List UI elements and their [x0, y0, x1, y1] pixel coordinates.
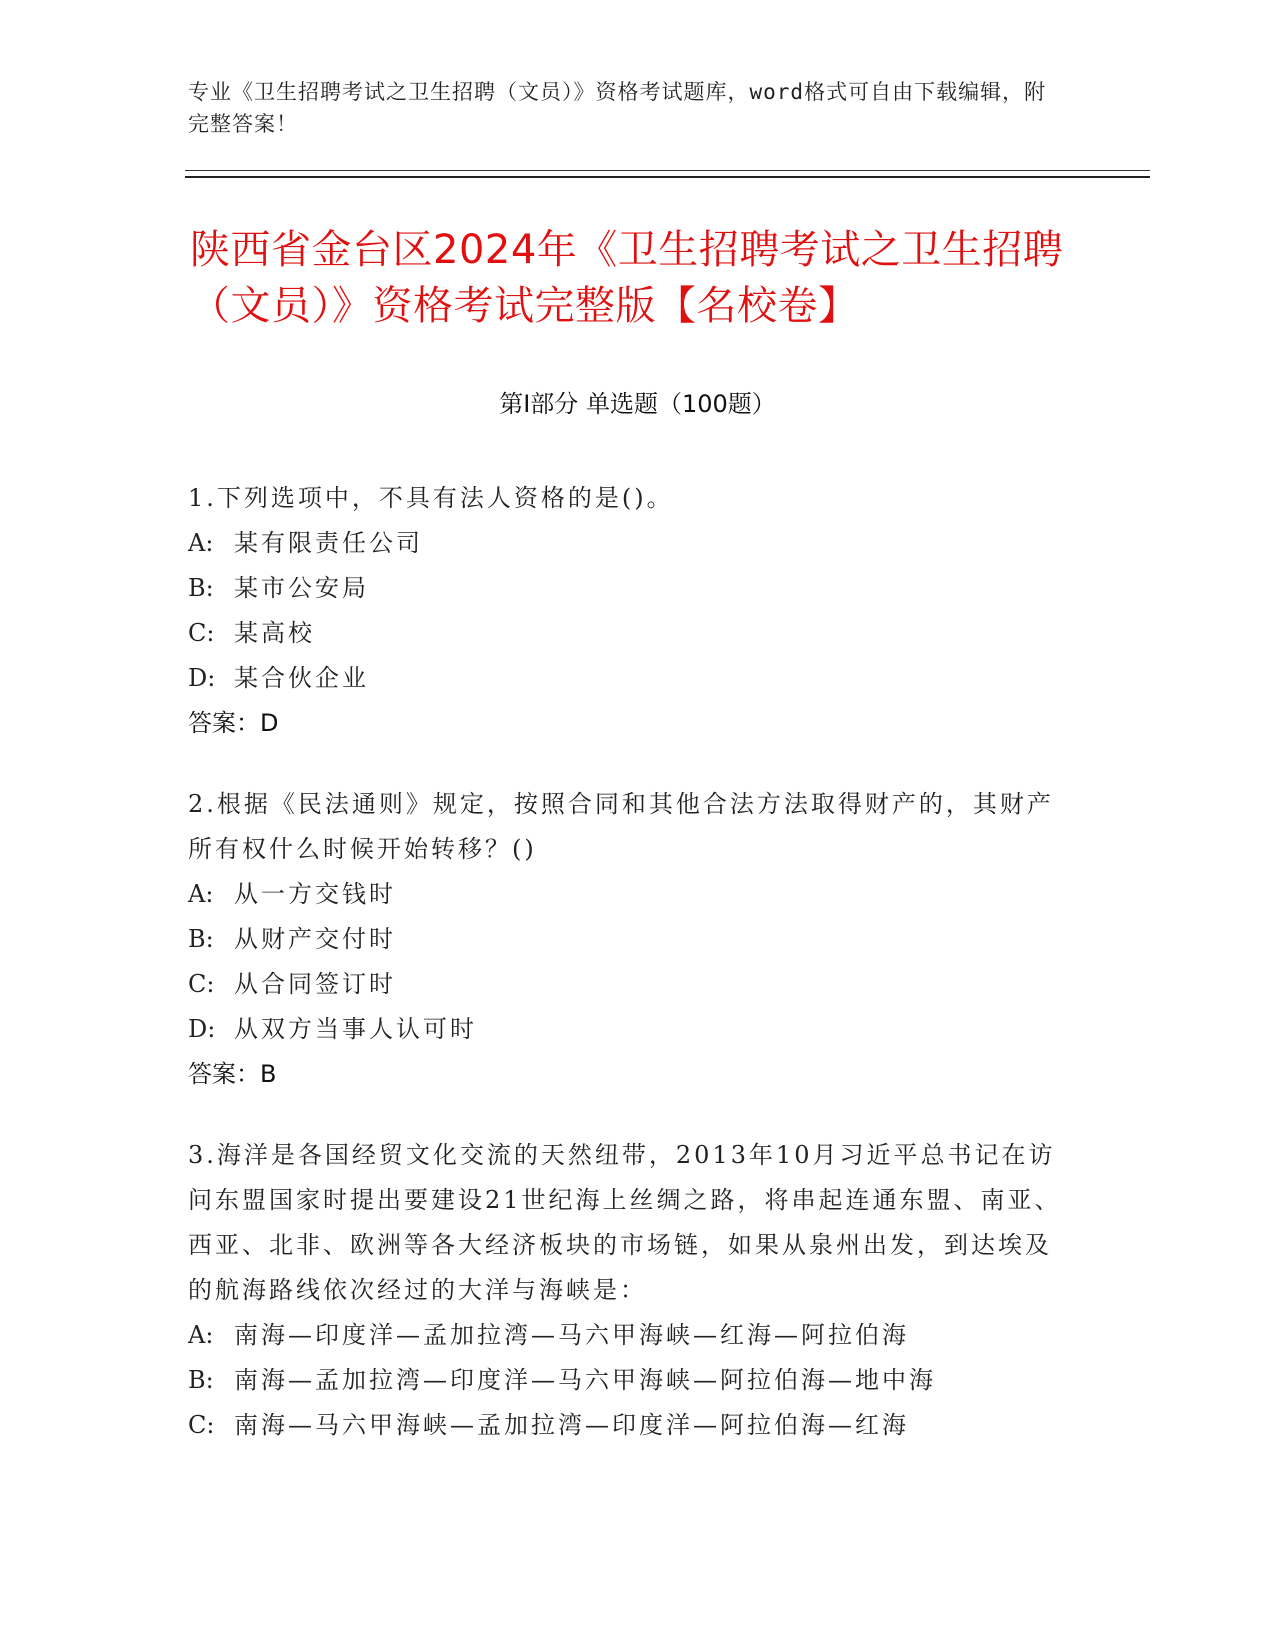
option-d — [188, 1007, 1078, 1052]
question-2 — [188, 782, 1078, 1097]
question-stem: 1.下列选项中，不具有法人资格的是()。 — [188, 484, 674, 512]
header-divider-thin — [185, 170, 1150, 171]
question-3 — [188, 1133, 1078, 1448]
option-letter: C: — [188, 619, 215, 647]
header-divider-thick — [185, 176, 1150, 178]
option-letter: B: — [188, 1366, 214, 1394]
option-b — [188, 566, 1078, 611]
option-a — [188, 1313, 1078, 1358]
option-text: 从双方当事人认可时 — [234, 1015, 477, 1043]
option-c — [188, 611, 1078, 656]
option-letter: B: — [188, 925, 214, 953]
option-d — [188, 656, 1078, 701]
option-a — [188, 872, 1078, 917]
question-stem: 3.海洋是各国经贸文化交流的天然纽带，2013年10月习近平总书记在访问东盟国家时提出要建设21世纪海上丝绸之路，将串起连通东盟、南亚、西亚、北非、欧洲等各大经济板块的市场链，如果从泉州出发，到达埃及的航海路线依次经过的大洋与海峡是： — [188, 1141, 1062, 1304]
option-text: 某高校 — [234, 619, 315, 647]
question-list — [188, 476, 1078, 1484]
option-letter: B: — [188, 574, 214, 602]
option-text: 从财产交付时 — [234, 925, 396, 953]
question-1 — [188, 476, 1078, 746]
option-letter: A: — [188, 529, 214, 557]
option-letter: C: — [188, 1411, 215, 1439]
option-letter: D: — [188, 664, 216, 692]
option-a — [188, 521, 1078, 566]
option-text: 某合伙企业 — [234, 664, 369, 692]
option-text: 南海—孟加拉湾—印度洋—马六甲海峡—阿拉伯海—地中海 — [234, 1366, 936, 1394]
answer-line: 答案：B — [188, 1060, 277, 1088]
option-text: 从合同签订时 — [234, 970, 396, 998]
option-c — [188, 962, 1078, 1007]
option-letter: C: — [188, 970, 215, 998]
option-text: 某有限责任公司 — [234, 529, 423, 557]
option-letter: A: — [188, 880, 214, 908]
option-letter: D: — [188, 1015, 216, 1043]
document-title: 陕西省金台区2024年《卫生招聘考试之卫生招聘（文员）》资格考试完整版【名校卷】 — [190, 227, 1064, 329]
option-text: 某市公安局 — [234, 574, 369, 602]
question-stem: 2.根据《民法通则》规定，按照合同和其他合法方法取得财产的，其财产所有权什么时候开始转移？() — [188, 790, 1054, 863]
option-text: 南海—马六甲海峡—孟加拉湾—印度洋—阿拉伯海—红海 — [234, 1411, 909, 1439]
option-text: 从一方交钱时 — [234, 880, 396, 908]
answer-line: 答案：D — [188, 709, 279, 737]
option-b — [188, 1358, 1078, 1403]
option-text: 南海—印度洋—孟加拉湾—马六甲海峡—红海—阿拉伯海 — [234, 1321, 909, 1349]
option-c — [188, 1403, 1078, 1448]
section-heading: 第Ⅰ部分 单选题（100题） — [499, 390, 776, 418]
option-b — [188, 917, 1078, 962]
option-letter: A: — [188, 1321, 214, 1349]
header-note: 专业《卫生招聘考试之卫生招聘（文员）》资格考试题库，word格式可自由下载编辑，附完整答案！ — [188, 80, 1047, 136]
